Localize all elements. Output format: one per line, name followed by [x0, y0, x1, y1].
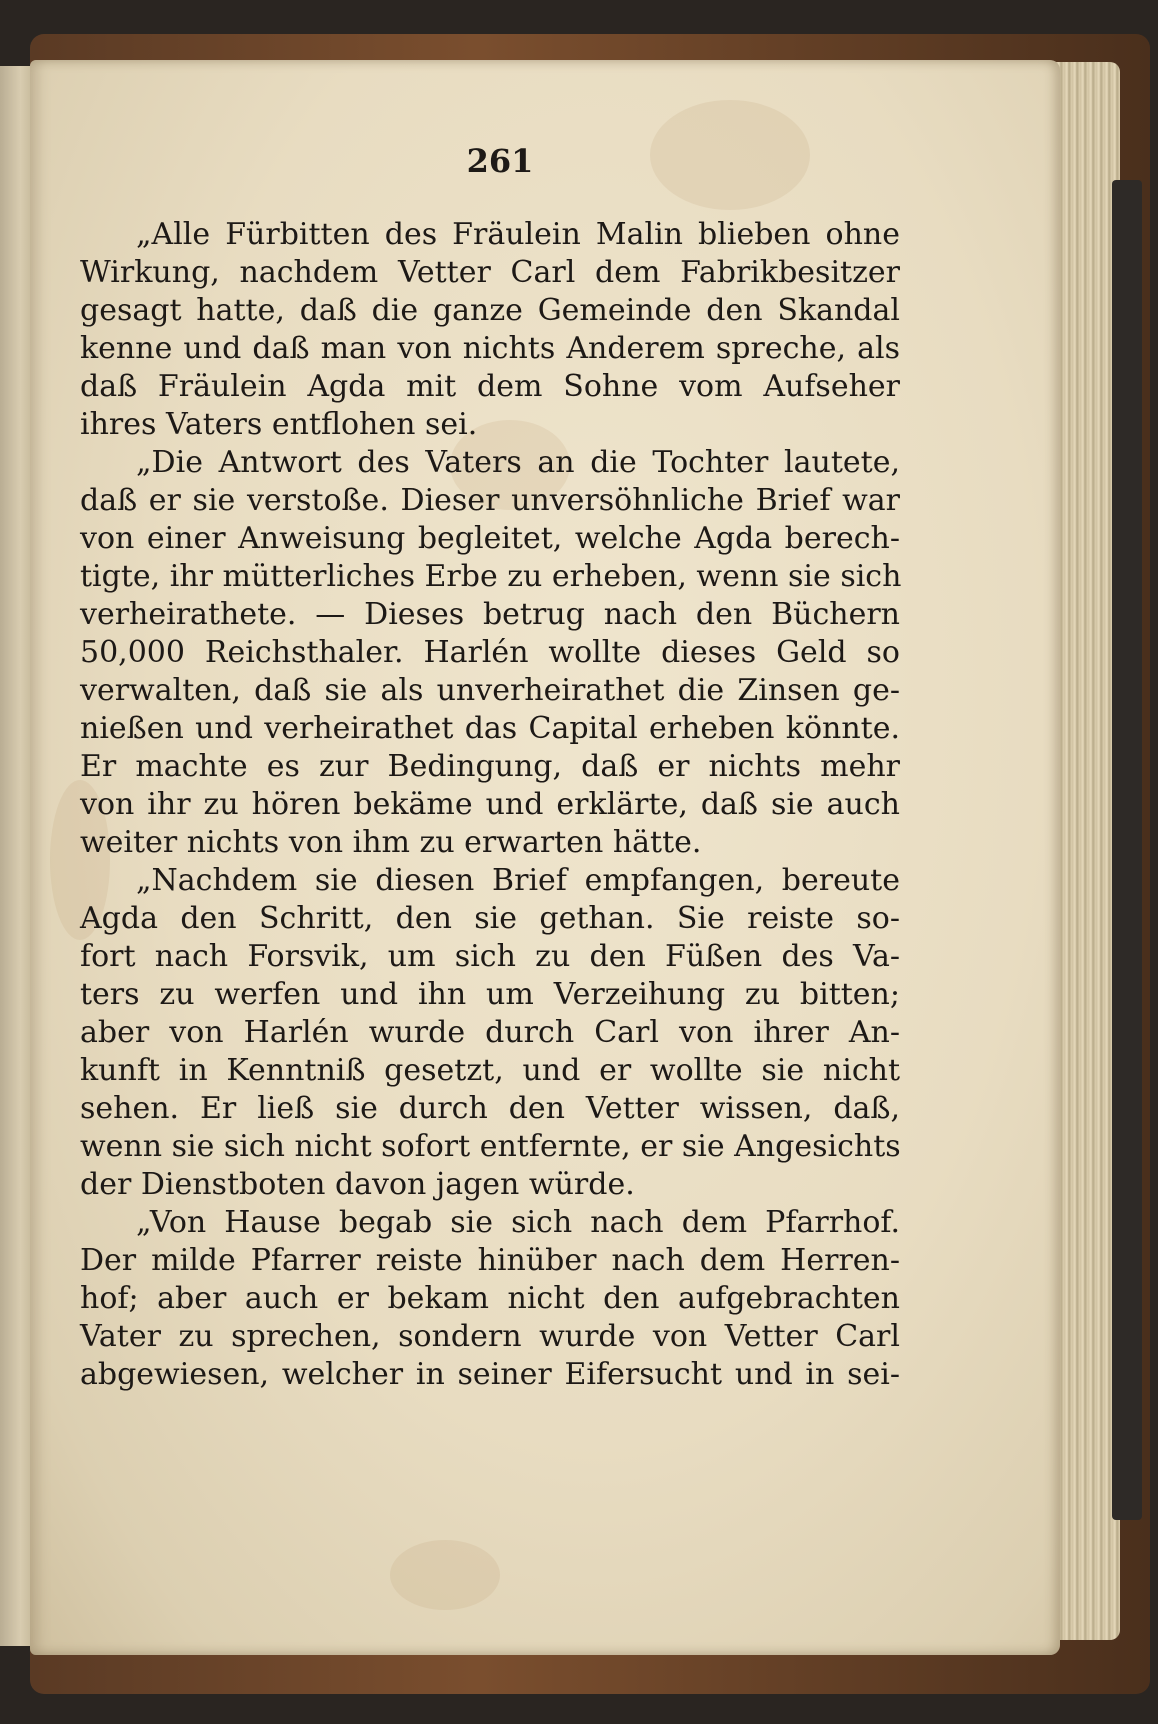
text-line: „Alle Fürbitten des Fräulein Malin blieben ohne [136, 217, 900, 252]
text-line: Vater zu sprechen, sondern wurde von Vetter Carl [80, 1319, 900, 1354]
text-line: gesagt hatte, daß die ganze Gemeinde den Skandal [80, 293, 900, 328]
text-line: Der milde Pfarrer reiste hinüber nach dem Herren- [80, 1243, 900, 1278]
text-line: von einer Anweisung begleitet, welche Agda berech- [80, 521, 900, 556]
text-line: 50,000 Reichsthaler. Harlén wollte dieses Geld so [80, 635, 900, 670]
text-line: der Dienstboten davon jagen würde. [80, 1167, 635, 1202]
paragraph-2 [80, 444, 900, 862]
spine-shadow [1112, 180, 1142, 1520]
text-line: von ihr zu hören bekäme und erklärte, daß sie auch [80, 787, 900, 822]
text-line: fort nach Forsvik, um sich zu den Füßen des Va- [80, 939, 900, 974]
paper-stain [390, 1540, 500, 1610]
text-line: Er machte es zur Bedingung, daß er nichts mehr [80, 749, 900, 784]
text-line: nießen und verheirathet das Capital erheben könnte. [80, 711, 900, 746]
text-line: ihres Vaters entflohen sei. [80, 407, 478, 442]
text-line: kenne und daß man von nichts Anderem spreche, als [80, 331, 900, 366]
text-line: hof; aber auch er bekam nicht den aufgebrachten [80, 1281, 900, 1316]
paragraph-4 [80, 1204, 900, 1394]
text-line: kunft in Kenntniß gesetzt, und er wollte sie nicht [80, 1053, 900, 1088]
text-line: abgewiesen, welcher in seiner Eifersucht und in sei- [80, 1357, 900, 1392]
text-line: „Von Hause begab sie sich nach dem Pfarrhof. [136, 1205, 900, 1240]
text-line: Agda den Schritt, den sie gethan. Sie reiste so- [80, 901, 900, 936]
text-line: wenn sie sich nicht sofort entfernte, er sie Angesichts [80, 1129, 901, 1164]
text-line: verwalten, daß sie als unverheirathet die Zinsen ge- [80, 673, 900, 708]
body-text [80, 216, 900, 1394]
previous-page-edge [0, 66, 34, 1646]
text-line: Wirkung, nachdem Vetter Carl dem Fabrikbesitzer [80, 255, 900, 290]
paragraph-3 [80, 862, 900, 1204]
text-line: tigte, ihr mütterliches Erbe zu erheben, wenn sie sich [80, 559, 902, 594]
text-line: daß er sie verstoße. Dieser unversöhnliche Brief war [80, 483, 900, 518]
text-line: daß Fräulein Agda mit dem Sohne vom Aufseher [80, 369, 900, 404]
text-line: aber von Harlén wurde durch Carl von ihrer An- [80, 1015, 900, 1050]
text-line: „Nachdem sie diesen Brief empfangen, bereute [136, 863, 900, 898]
text-line: sehen. Er ließ sie durch den Vetter wissen, daß, [80, 1091, 900, 1126]
text-line: verheirathete. — Dieses betrug nach den Büchern [80, 597, 900, 632]
page-number: 261 [466, 142, 534, 180]
text-line: weiter nichts von ihm zu erwarten hätte. [80, 825, 702, 860]
paragraph-1 [80, 216, 900, 444]
text-line: ters zu werfen und ihn um Verzeihung zu bitten; [80, 977, 900, 1012]
text-line: „Die Antwort des Vaters an die Tochter lautete, [136, 445, 900, 480]
